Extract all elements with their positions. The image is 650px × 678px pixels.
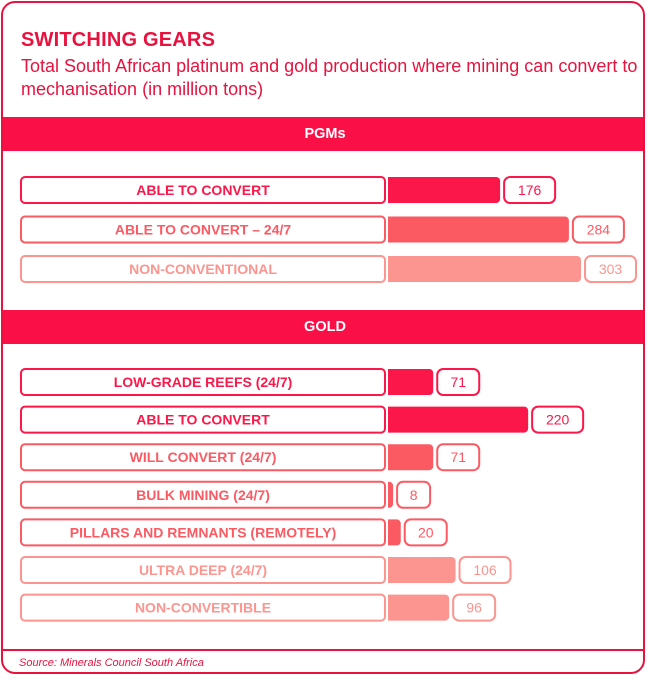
gold-value-label-bulk-mining-24-7: 8 [409,486,418,503]
pgms-bar-able-to-convert [388,177,500,203]
pgms-section-header: PGMs [3,117,645,151]
gold-section-header: GOLD [3,310,645,344]
gold-value-label-low-grade-reefs-24-7: 71 [450,374,467,390]
gold-bar-ultra-deep-24-7 [388,557,456,583]
gold-category-label-low-grade-reefs-24-7: LOW-GRADE REEFS (24/7) [113,374,293,390]
gold-category-label-pillars-and-remnants-remotely: PILLARS AND REMNANTS (REMOTELY) [69,524,337,541]
source-note: Source: Minerals Council South Africa [19,657,204,669]
pgms-category-label-non-conventional: NON-CONVENTIONAL [129,261,277,277]
gold-value-label-ultra-deep-24-7: 106 [473,562,497,578]
pgms-category-label-able-to-convert-24-7: ABLE TO CONVERT – 24/7 [114,221,292,238]
gold-bar-non-convertible [388,595,449,621]
gold-value-label-non-convertible: 96 [466,599,482,616]
chart-card [1,1,645,674]
chart-title: SWITCHING GEARS [21,29,216,51]
chart-subtitle: Total South African platinum and gold production where mining can convert to mechanisation (in million tons) [21,56,638,99]
gold-bar-bulk-mining-24-7 [388,482,393,508]
gold-bar-will-convert-24-7 [388,444,433,470]
gold-category-label-ultra-deep-24-7: ULTRA DEEP (24/7) [138,562,268,578]
gold-category-label-will-convert-24-7: WILL CONVERT (24/7) [129,449,277,466]
footer-divider [3,649,645,651]
pgms-bar-able-to-convert-24-7 [388,217,569,243]
gold-category-label-non-convertible: NON-CONVERTIBLE [134,599,272,616]
gold-bar-low-grade-reefs-24-7 [388,369,433,395]
pgms-value-label-able-to-convert-24-7: 284 [586,221,611,238]
pgms-category-label-able-to-convert: ABLE TO CONVERT [136,182,270,198]
gold-value-label-pillars-and-remnants-remotely: 20 [417,524,434,541]
gold-category-label-able-to-convert: ABLE TO CONVERT [136,411,270,428]
pgms-value-label-non-conventional: 303 [598,261,623,277]
gold-bar-able-to-convert [388,407,528,433]
pgms-value-label-able-to-convert: 176 [517,182,542,198]
bar-chart [3,3,645,649]
gold-value-label-able-to-convert: 220 [545,411,570,428]
gold-category-label-bulk-mining-24-7: BULK MINING (24/7) [136,486,270,503]
pgms-bar-non-conventional [388,256,581,282]
gold-value-label-will-convert-24-7: 71 [450,449,467,466]
gold-bar-pillars-and-remnants-remotely [388,519,401,545]
